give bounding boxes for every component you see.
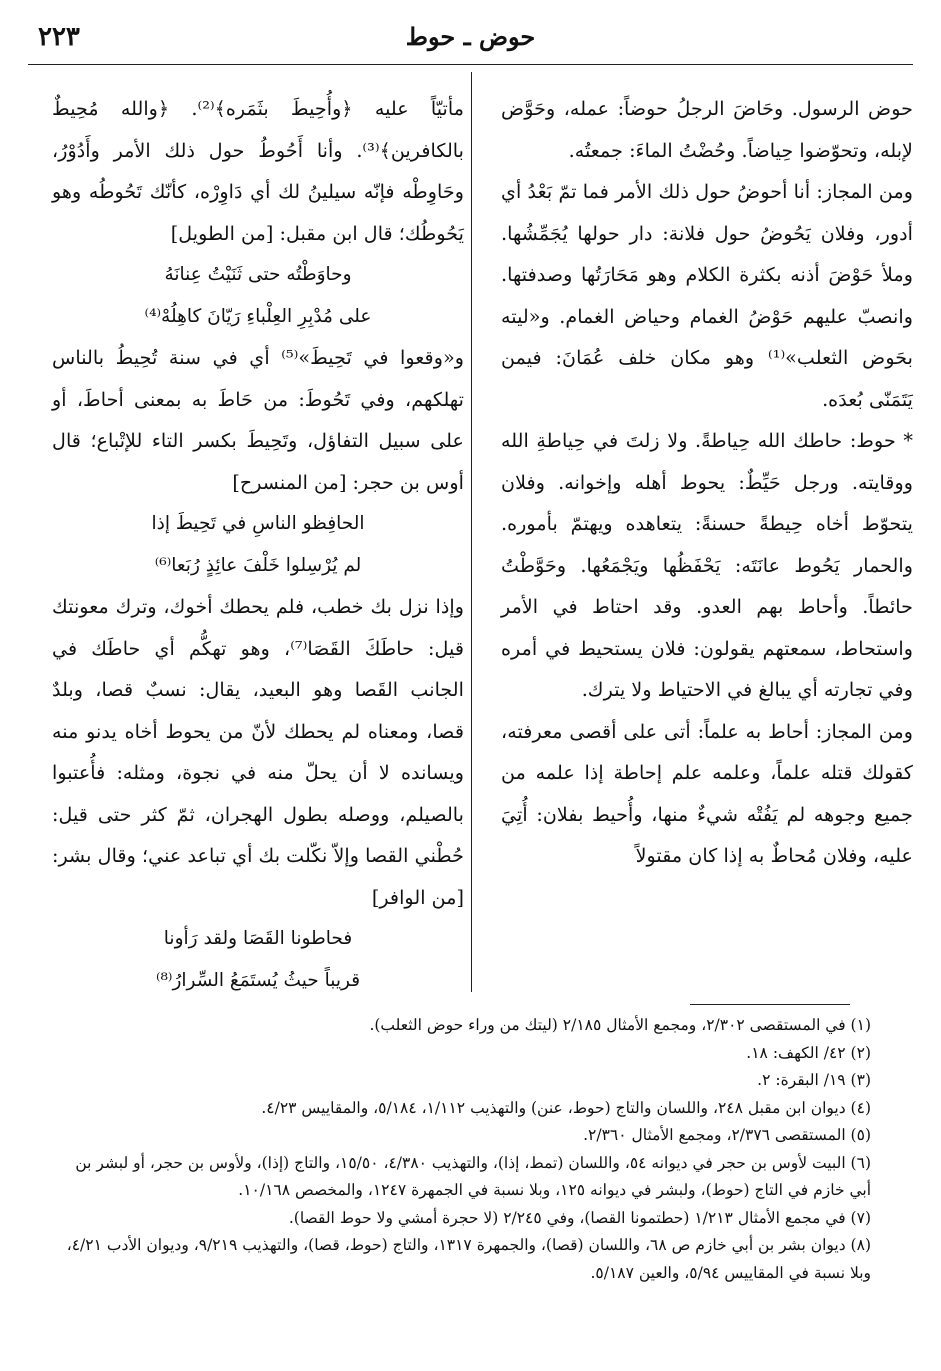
left-column <box>52 88 464 1001</box>
page-header <box>28 18 913 58</box>
paragraph: حوض الرسول. وحَاضَ الرجلُ حوضاً: عمله، وحَوَّض لإبله، وتحوّضوا حِياضاً. وحُضْتُ الماءَ: جمعتُه. <box>501 97 913 162</box>
verse-line: لم يُرْسِلوا خَلْفَ عائِذٍ رُبَعا⁽⁶⁾ <box>154 554 362 576</box>
header-rule <box>28 64 913 65</box>
footnote: (٣) ١٩/ البقرة: ٢. <box>757 1071 871 1089</box>
verse-line: قريباً حيثُ يُستَمَعُ السِّرارُ⁽⁸⁾ <box>155 969 361 991</box>
column-divider <box>471 72 472 992</box>
footnote: (٧) في مجمع الأمثال ١/٢١٣ (حطتمونا القصا)، وفي ٢/٢٤٥ (لا حجرة أمشي ولا حوط القصا). <box>288 1208 871 1227</box>
footnote: (٥) المستقصى ٢/٣٧٦، ومجمع الأمثال ٢/٣٦٠. <box>583 1126 871 1144</box>
paragraph: مأتيّاً عليه ﴿وأُحِيطَ بثَمَره﴾⁽²⁾. ﴿والله مُحِيطٌ بالكافرين﴾⁽³⁾. وأنا أَحُوطُ حول ذلك الأمر وأَدُوْرُ، وحَاوِطْه فإنّه سيلينُ لك أي دَاوِرْه، كأنّك تَحُوطُه وهو يَحُوطُك؛ قال ابن مقبل: [من الطويل] <box>52 97 464 245</box>
footnote: (١) في المستقصى ٢/٣٠٢، ومجمع الأمثال ٢/١٨٥ (ليتك من وراء حوض الثعلب). <box>369 1016 871 1034</box>
paragraph: ومن المجاز: أحاط به علماً: أتى على أقصى معرفته، كقولك قتله علماً، وعلمه علم إحاطة إذا علمه من جميع وجوهه لم يَفُتْه شيءٌ منها، وأُحيط بفلان: أُتِيَ عليه، وفلان مُحاطٌ به إذا كان مقتولاً <box>501 719 913 867</box>
footnote: (٨) ديوان بشر بن أبي خازم ص ٦٨، واللسان (قصا)، والجمهرة ١٣١٧، والتاج (حوط، قصا)، والتهذيب ٩/٢١٩، وديوان الأدب ٤/٢١، وبلا نسبة في المقاييس ٥/٩٤، والعين ٥/١٨٧. <box>66 1236 871 1282</box>
footnote: (٦) البيت لأوس بن حجر في ديوانه ٥٤، واللسان (تمط، إذا)، والتهذيب ٤/٣٨٠، ١٥/٥٠، والتاج (إذا)، ولأوس بن حجر، أو لبشر بن أبي خازم في التاج (حوط)، ولبشر في ديوانه ١٢٥، وبلا نسبة في الجمهرة ١٢٤٧، والمخصص ١٠/١٦٨. <box>75 1153 871 1199</box>
verse-line: على مُدْبِرِ العِلْباءِ رَيّانَ كاهِلُهْ⁽⁴⁾ <box>144 305 372 327</box>
verse-line: وحاوَطْتُه حتى ثَنَيْتُ عِنانَهُ <box>164 264 352 285</box>
page-title: حوض ـ حوط <box>405 22 536 51</box>
paragraph: * حوط: حاطك الله حِياطةً. ولا زلتَ في حِياطةِ الله ووقايته. ورجل حَيِّطٌ: يحوط أهله وإخوانه. وفلان يتحوّط أخاه حِيطةً حسنةً: يتعاهده ويهتمّ بأموره. والحمار يَحُوط عانَتَه: يَحْفَظُها ويَجْمَعُها. وحَوَّطْتُ حائطاً. وأحاط بهم العدو. وقد احتاط في الأمر واستحاط، سمعتهم يقولون: فلان يستحيط في أمره وفي تجارته أي يبالغ في الاحتياط ولا يترك. <box>501 429 913 701</box>
footnotes <box>60 1012 871 1287</box>
paragraph: و«وقعوا في تَحِيطَ»⁽⁵⁾ أي في سنة تُحِيطُ بالناس تهلكهم، وفي تَحُوطَ: من حَاطَ به بمعنى أحاطَ، أو على سبيل التفاؤل، وتَحِيطَ بكسر التاء للإتْباع؛ قال أوس بن حجر: [من المنسرح] <box>52 346 464 494</box>
paragraph: ومن المجاز: أنا أحوضُ حول ذلك الأمر فما تمّ بَعْدُ أي أدور، وفلان يَحُوضُ حول فلانة: دار حولها يُجَمِّشُها. وملأ حَوْضَ أذنه بكثرة الكلام وهو مَحَارَتُها وصدفتها. وانصبّ عليهم حَوْضُ الغمام وحياض الغمام. و«ليته بحَوض الثعلب»⁽¹⁾ وهو مكان خلف عُمَانَ: فيمن يَتَمَنّى بُعدَه. <box>501 180 913 411</box>
paragraph: وإذا نزل بك خطب، فلم يحطك أخوك، وترك معونتك قيل: حاطَكَ القَصَا⁽⁷⁾، وهو تهكُّم أي حاطَك في الجانب القَصا وهو البعيد، يقال: نسبٌ قصا، وبلدٌ قصا، ومعناه لم يحطك لأنّ من يحوط أخاه يدنو منه ويسانده لا أن يحلّ منه في نجوة، ومثله: فأُعتبوا بالصيلم، ووصله بطول الهجران، ثمّ كثر حتى قيل: حُطْني القصا وإلاّ نكّلت بك أي تباعد عني؛ وقال بشر: [من الوافر] <box>52 595 464 909</box>
footnote: (٢) ٤٢/ الكهف: ١٨. <box>746 1043 871 1062</box>
right-column <box>501 88 913 877</box>
page-number: ٢٢٣ <box>38 22 80 52</box>
verse-line: الحافِظو الناسِ في تَحِيطَ إذا <box>151 513 365 534</box>
verse-line: فحاطونا القَصَا ولقد رَأونا <box>163 928 353 949</box>
footnote: (٤) ديوان ابن مقبل ٢٤٨، واللسان والتاج (حوط، عنن) والتهذيب ١/١١٢، ٥/١٨٤، والمقاييس ٤/٢٣. <box>261 1098 871 1117</box>
footnote-rule <box>690 1004 850 1005</box>
